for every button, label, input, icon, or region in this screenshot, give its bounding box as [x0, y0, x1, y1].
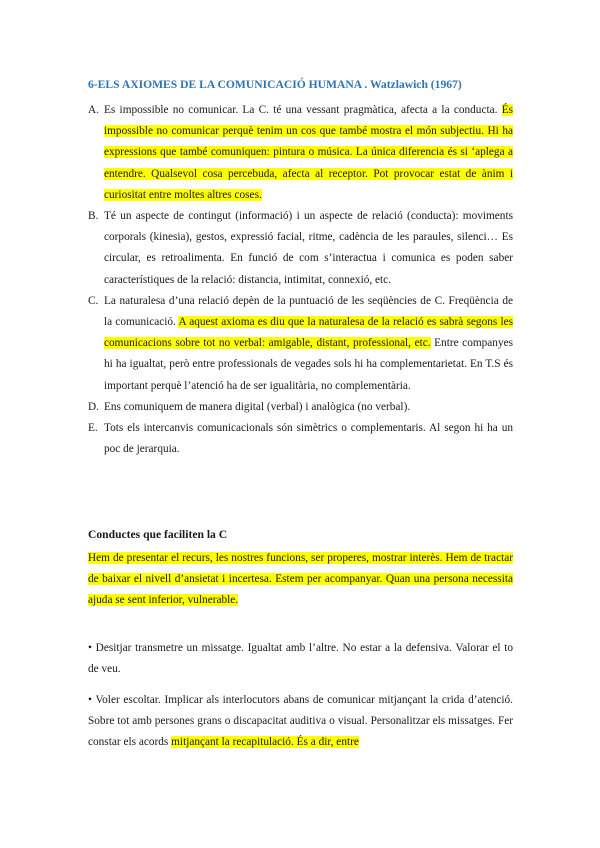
axioms-list [88, 100, 513, 460]
axiom-item-a [88, 100, 513, 206]
paragraph-bullet-listen [88, 690, 513, 754]
axiom-item-c [88, 291, 513, 397]
paragraph-highlight: Hem de presentar el recurs, les nostres funcions, ser properes, mostrar interès. Hem de tractar de baixar el nivell d’ansietat i incertesa. Estem per acompanyar. Quan una persona necessita ajuda se sent inferior, vulnerable. [88, 552, 513, 607]
axiom-item-b [88, 206, 513, 291]
axiom-marker: C. [88, 294, 99, 307]
axiom-highlight: A aquest axioma es diu que la naturalesa de la relació es sabrà segons les comunicacions sobre tot no verbal: amigable, distant, professional, etc. [104, 316, 514, 350]
axiom-item-d [88, 397, 513, 418]
section-title-author: Watzlawich (1967) [369, 78, 462, 91]
axiom-marker: D. [88, 400, 99, 413]
axiom-text: Tots els intercanvis comunicacionals són simètrics o complementaris. Al segon hi ha un poc de jerarquia. [104, 422, 513, 456]
section-title-main: 6-ELS AXIOMES DE LA COMUNICACIÓ HUMANA . [88, 78, 370, 91]
axiom-item-e [88, 418, 513, 460]
axiom-text-tail: Entre companyes hi ha igualtat, però entre professionals de vegades sols hi ha complementarietat. En T.S és important perquè l’atenció ha de ser igualitària, no complementària. [104, 337, 513, 392]
axiom-marker: B. [88, 210, 99, 223]
paragraph-bullet-transmit: • Desitjar transmetre un missatge. Igualtat amb l’altre. No estar a la defensiva. Valorar el to de veu. [88, 642, 513, 676]
axiom-text: Ens comuniquem de manera digital (verbal) i analògica (no verbal). [104, 400, 411, 413]
paragraph-text: • Voler escoltar. Implicar als interlocutors abans de comunicar mitjançant la crida d’atenció. Sobre tot amb persones grans o discapacitat auditiva o visual. Personalitzar els missatges. Fer constar els acords [88, 694, 513, 749]
section-title [88, 78, 462, 91]
axiom-marker: E. [88, 422, 98, 435]
axiom-marker: A. [88, 104, 99, 116]
axiom-highlight: És impossible no comunicar perquè tenim un cos que també mostra el món subjectiu. Hi ha expressions que també comuniquen: pintura o música. La única diferencia és si ‘aplega a entendre. Qualsevol cosa percebuda, afecta al receptor. Pot provocar estat de ànim i curiositat entre moltes altres coses. [104, 104, 513, 201]
axiom-text: La naturalesa d’una relació depèn de la puntuació de les seqüències de C. Freqüència de la comunicació. [104, 294, 513, 329]
paragraph-highlight: mitjançant la recapitulació. És a dir, entre [171, 736, 359, 749]
axiom-text: Té un aspecte de contingut (informació) i un aspecte de relació (conducta): moviments corporals (kinesia), gestos, expressió facial, ritme, cadència de les paraules, silenci… Es circular, es retroalimenta. En funció de com s’interactua i comunica es poden saber característiques de la relació: distancia, intimitat, connexió, etc. [104, 210, 513, 286]
subheading: Conductes que faciliten la C [88, 528, 228, 541]
paragraph-intro [88, 548, 513, 612]
axiom-text: Es impossible no comunicar. La C. té una vessant pragmàtica, afecta a la conducta. [104, 104, 502, 116]
